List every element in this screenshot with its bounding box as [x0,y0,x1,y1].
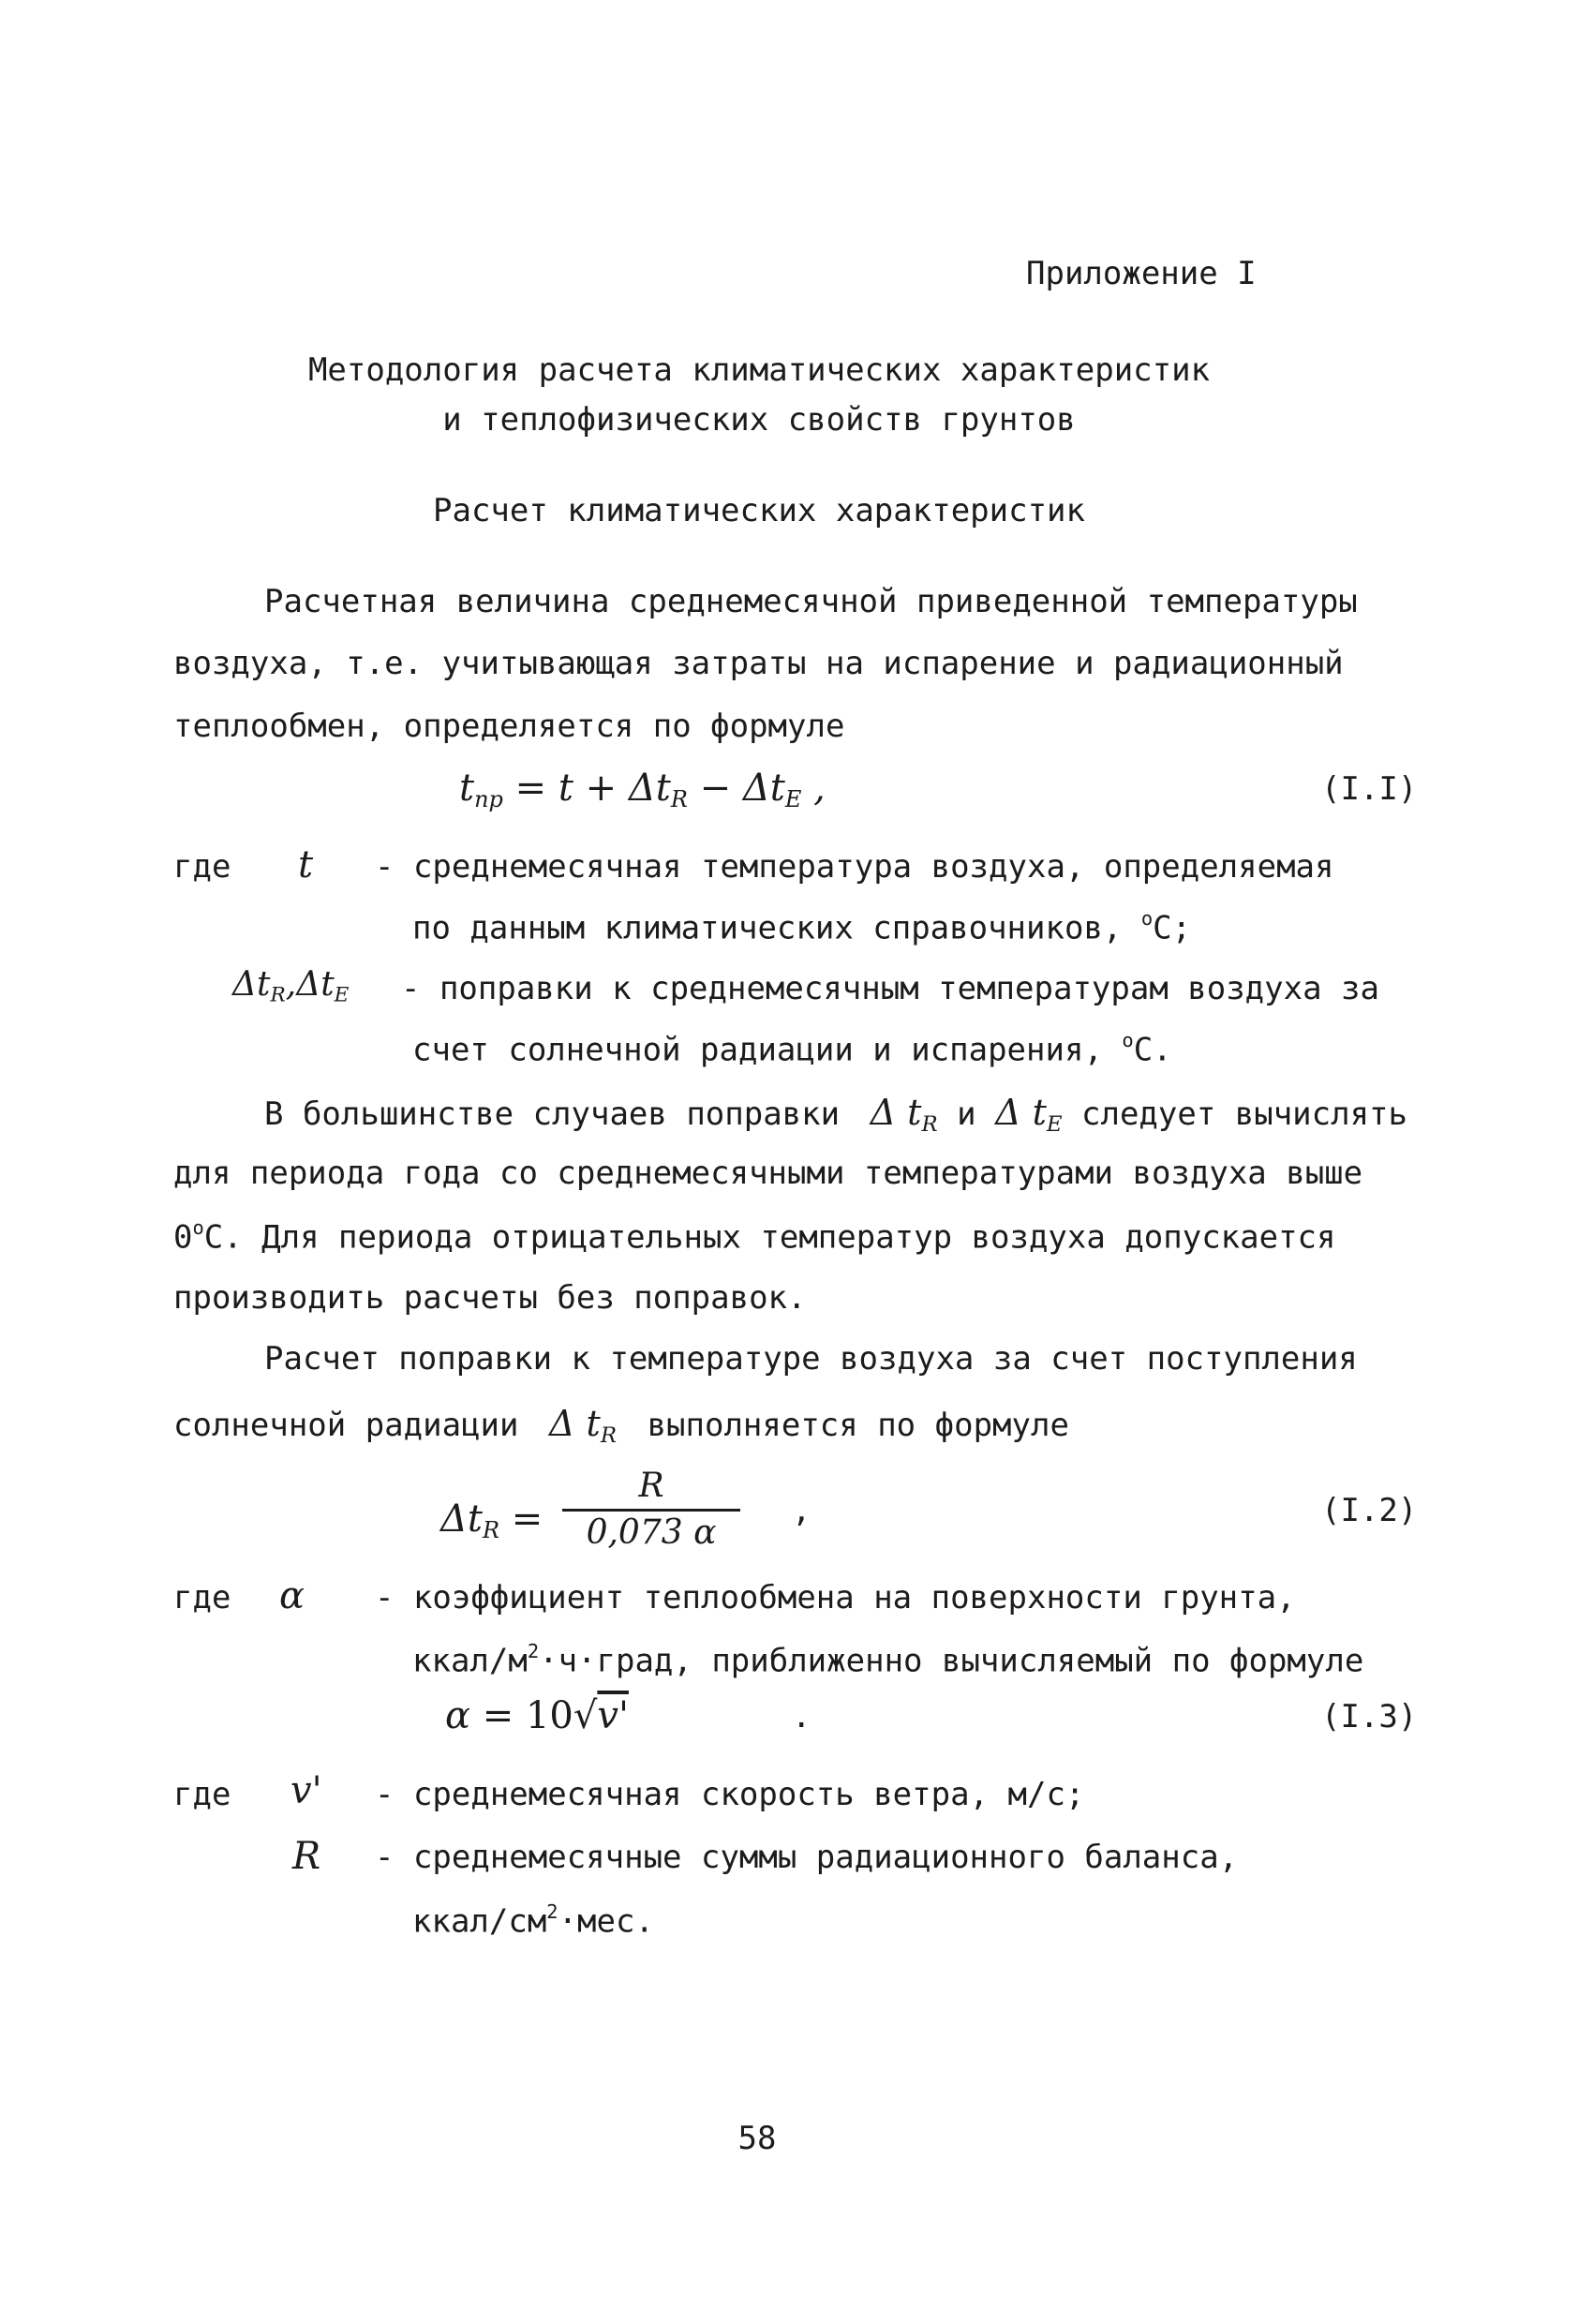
definition-text: - среднемесячная скорость ветра, м/с; [375,1776,1085,1813]
formula-3-number: (I.3) [1321,1698,1418,1736]
definition-word: где [173,1579,231,1616]
definition-text: ккал/$м^2\cdot ч\cdot град$, приближенно вычисляемый по формуле [412,1640,1364,1680]
definition-text: по данным климатических справочников, $^o$C; [412,907,1192,947]
page-title-line2: и теплофизических свойств грунтов [442,401,1076,439]
formula-3: α = 10√v' [445,1694,629,1737]
definition-text: - поправки к среднемесячным температурам воздуха за [401,970,1379,1007]
paragraph-line: Расчетная величина среднемесячной приведенной температуры [264,583,1358,620]
formula-1-number: (I.I) [1321,770,1418,808]
definition-symbol: $\Delta t_R,\Delta t_E$ [232,965,350,1007]
definition-symbol: t [298,843,314,886]
formula-2-numerator: R [638,1467,664,1505]
definition-symbol: v' [290,1769,322,1812]
definition-symbol: α [279,1574,305,1617]
formula-2-denominator: 0,073 α [562,1509,740,1552]
definition-word: где [173,848,231,886]
paragraph-line: 0$^o$C. Для периода отрицательных температур воздуха допускается [173,1216,1336,1257]
definition-symbol: R [292,1835,321,1878]
definition-text: - среднемесячная температура воздуха, определяемая [375,848,1334,886]
appendix-label: Приложение I [1026,255,1257,292]
paragraph-line: производить расчеты без поправок. [173,1279,807,1317]
paragraph-line: солнечной радиации Δ $t_R$ выполняется по формуле [173,1403,1069,1448]
paragraph-line: воздуха, т.е. учитывающая затраты на испарение и радиационный [173,645,1344,682]
page-number: 58 [737,2120,777,2157]
page-title-line1: Методология расчета климатических характеристик [307,351,1211,389]
formula-2-lhs: $\Delta t_R$ = [440,1497,543,1544]
definition-word: где [173,1776,231,1813]
paragraph-line: В большинстве случаев поправки Δ $t_R$ и Δ $t_E$ следует вычислять [264,1092,1408,1137]
formula-2-fraction [562,1467,740,1552]
formula-2-number: (I.2) [1321,1492,1418,1529]
section-heading: Расчет климатических характеристик [433,492,1085,529]
paragraph-line: для периода года со среднемесячными температурами воздуха выше [173,1155,1363,1192]
formula-2-tail: , [792,1492,811,1529]
formula-3-tail: . [792,1698,811,1736]
formula-1: $t_{пр} = t + \Delta t_R - \Delta t_E$ , [459,767,826,813]
definition-text: счет солнечной радиации и испарения, $^o$C. [412,1029,1172,1069]
definition-text: - среднемесячные суммы радиационного баланса, [375,1839,1239,1876]
paragraph-line: теплообмен, определяется по формуле [173,708,845,745]
definition-text: ккал/$см^2\cdot мес$. [412,1900,654,1941]
paragraph-line: Расчет поправки к температуре воздуха за счет поступления [264,1340,1358,1378]
definition-text: - коэффициент теплообмена на поверхности грунта, [375,1579,1296,1616]
